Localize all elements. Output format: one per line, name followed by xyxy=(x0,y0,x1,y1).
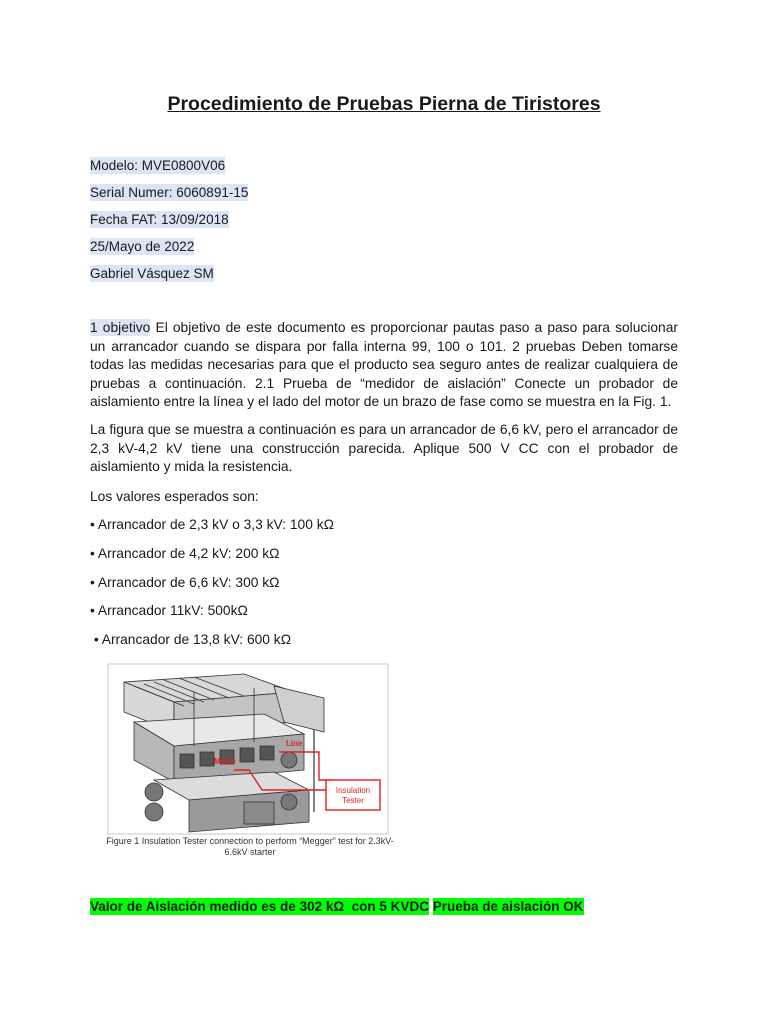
insulation-tester-figure xyxy=(94,662,404,862)
insulation-tester-box xyxy=(326,780,380,810)
fat-date-text: Fecha FAT: 13/09/2018 xyxy=(90,212,229,227)
measured-insulation-text: Valor de Aislación medido es de 302 kΩ con 5 KVDC xyxy=(90,899,429,914)
document-title: Procedimiento de Pruebas Pierna de Tiristores xyxy=(167,93,601,115)
motor-label: Motor xyxy=(214,757,237,766)
serial-line xyxy=(90,184,248,201)
author-line xyxy=(90,265,214,282)
serial-text: Serial Numer: 6060891-15 xyxy=(90,185,249,200)
date-line xyxy=(90,238,194,255)
expected-value-item: • Arrancador de 13,8 kV: 600 kΩ xyxy=(90,632,292,647)
fat-date-line xyxy=(90,211,229,228)
date-text: 25/Mayo de 2022 xyxy=(90,239,195,254)
model-line xyxy=(90,157,225,174)
objective-paragraph xyxy=(90,319,678,412)
tester-label-1: Insulation xyxy=(335,786,371,795)
line-label: Line xyxy=(286,739,303,748)
insulation-ok-text: Prueba de aislación OK xyxy=(432,899,584,914)
result-line xyxy=(90,899,584,914)
model-text: Modelo: MVE0800V06 xyxy=(90,158,226,173)
expected-value-item: • Arrancador de 4,2 kV: 200 kΩ xyxy=(90,546,280,561)
tester-label-2: Tester xyxy=(342,796,364,805)
figure-caption-line-1: Figure 1 Insulation Tester connection to perform “Megger” test for 2.3kV- xyxy=(106,836,394,846)
expected-value-item: • Arrancador de 2,3 kV o 3,3 kV: 100 kΩ xyxy=(90,517,334,532)
objective-heading: 1 objetivo xyxy=(90,320,151,335)
expected-value-item: • Arrancador 11kV: 500kΩ xyxy=(90,603,248,618)
expected-value-item: • Arrancador de 6,6 kV: 300 kΩ xyxy=(90,575,280,590)
figure-intro-paragraph: La figura que se muestra a continuación es para un arrancador de 6,6 kV, pero el arrancador de 2,3 kV-4,2 kV tiene una construcción parecida. Aplique 500 V CC con el probador de aislamiento y mida la resistencia. xyxy=(90,422,678,474)
objective-body: El objetivo de este documento es proporcionar pautas paso a paso para solucionar un arrancador cuando se dispara por falla interna 99, 100 o 101. 2 pruebas Deben tomarse todas las medidas necesarias para que el producto sea seguro antes de realizar cualquiera de pruebas a continuación. 2.1 Prueba de “medidor de aislación” Conecte un probador de aislamiento entre la línea y el lado del motor de un brazo de fase como se muestra en la Fig. 1. xyxy=(90,320,678,409)
author-text: Gabriel Vásquez SM xyxy=(90,266,214,281)
figure-caption xyxy=(94,836,406,858)
thyristor-stack xyxy=(124,674,324,832)
figure-caption-line-2: 6.6kV starter xyxy=(224,847,276,857)
expected-values-intro: Los valores esperados son: xyxy=(90,489,259,504)
